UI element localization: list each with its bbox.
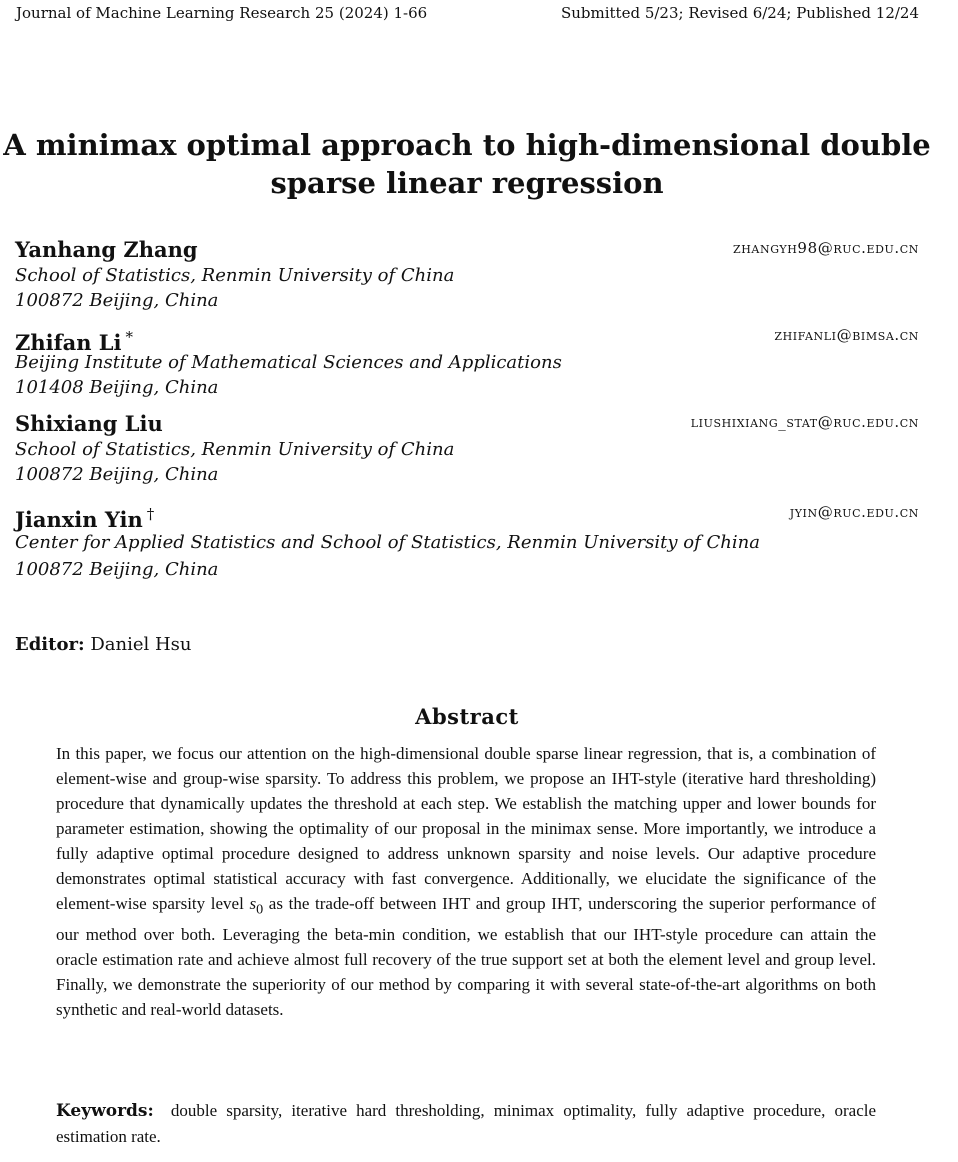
footnote-mark[interactable]: * [125,328,134,346]
author-city: 101408 Beijing, China [15,377,219,398]
footnote-mark[interactable]: † [146,505,155,523]
author-name: Jianxin Yin † [15,505,155,532]
title-line-1: A minimax optimal approach to high-dimensional double [3,128,931,162]
submission-dates: Submitted 5/23; Revised 6/24; Published 12/24 [560,4,919,22]
author-city: 100872 Beijing, China [15,559,219,580]
abstract-body: In this paper, we focus our attention on the high-dimensional double sparse linear regression, that is, a combination of element-wise and group-wise sparsity. To address this problem, we propose an IHT-style (iterative hard thresholding) procedure that dynamically updates the threshold at each step. We establish the matching upper and lower bounds for parameter estimation, showing the optimality of our proposal in the minimax sense. More importantly, we introduce a fully adaptive optimal procedure designed to address unknown sparsity and noise levels. Our adaptive procedure demonstrates optimal statistical accuracy with fast convergence. Additionally, we elucidate the significance of the element-wise sparsity level $s_0$ as the trade-off between IHT and group IHT, underscoring the superior performance of our method over both. Leveraging the beta-min condition, we establish that our IHT-style procedure can attain the oracle estimation rate and achieve almost full recovery of the true support set at both the element level and group level. Finally, we demonstrate the superiority of our method by comparing it with several state-of-the-art algorithms on both synthetic and real-world datasets. [56,744,876,1020]
author-name: Yanhang Zhang [15,237,198,262]
author-affiliation: Center for Applied Statistics and School of Statistics, Renmin University of China [15,532,760,553]
keywords-label: Keywords: [56,1101,154,1121]
author-block [15,324,919,400]
author-email[interactable]: jyin@ruc.edu.cn [789,503,919,521]
running-header [16,4,919,24]
author-email[interactable]: liushixiang_stat@ruc.edu.cn [690,413,919,431]
author-email[interactable]: zhifanli@bimsa.cn [774,326,919,344]
author-affiliation: School of Statistics, Renmin University of China [15,265,455,286]
keywords-text: double sparsity, iterative hard thresholding, minimax optimality, fully adaptive procedure, oracle estimation rate. [56,1101,877,1146]
author-affiliation: Beijing Institute of Mathematical Sciences and Applications [15,352,562,373]
title-line-2: sparse linear regression [270,166,664,200]
author-block [15,411,919,487]
author-name: Shixiang Liu [15,411,163,436]
editor-line [15,633,192,657]
journal-citation: Journal of Machine Learning Research 25 (2024) 1-66 [16,4,428,22]
editor-name: Daniel Hsu [90,634,192,655]
author-city: 100872 Beijing, China [15,290,219,311]
author-block [15,237,919,313]
author-block [15,501,919,582]
author-affiliation: School of Statistics, Renmin University of China [15,439,455,460]
math-symbol-s: s [249,894,257,913]
keywords-line [56,1098,876,1149]
editor-label: Editor: [15,634,85,655]
abstract-heading: Abstract [415,704,519,729]
author-city: 100872 Beijing, China [15,464,219,485]
author-email[interactable]: zhangyh98@ruc.edu.cn [732,239,919,257]
math-subscript: 0 [256,901,264,918]
paper-title [0,126,934,202]
author-name: Zhifan Li * [15,328,134,355]
